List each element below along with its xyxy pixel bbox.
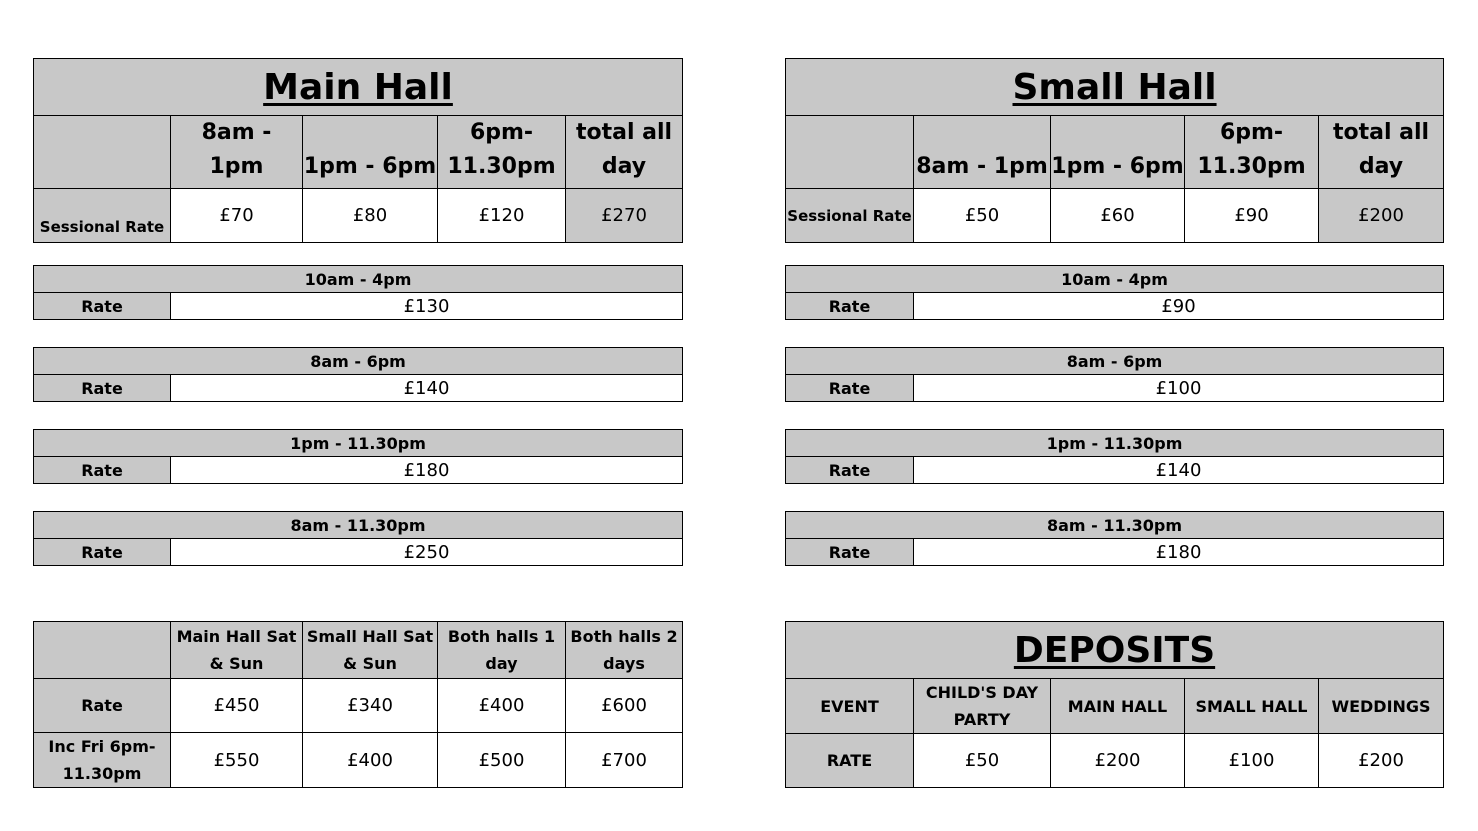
deposit-rate: £100 xyxy=(1185,734,1319,788)
main-hall-session-rate-total: £270 xyxy=(566,189,683,243)
weekend-rate: £700 xyxy=(566,733,683,788)
block-time-header: 8am - 11.30pm xyxy=(34,512,683,539)
small-hall-session-rate-total: £200 xyxy=(1319,189,1444,243)
small-hall-sessions-table xyxy=(785,58,1444,243)
block-rate-label: Rate xyxy=(786,293,914,320)
block-rate-label: Rate xyxy=(34,539,171,566)
main-hall-session-header: 8am - 1pm xyxy=(171,116,303,189)
main-hall-session-rate: £80 xyxy=(303,189,438,243)
weekend-header: Small Hall Sat & Sun xyxy=(303,622,438,679)
main-hall-sessions-table xyxy=(33,58,683,243)
block-time-header: 10am - 4pm xyxy=(786,266,1444,293)
block-rate-label: Rate xyxy=(786,375,914,402)
small-hall-session-rate: £90 xyxy=(1185,189,1319,243)
deposit-event: CHILD'S DAY PARTY xyxy=(914,679,1051,734)
block-rate-value: £180 xyxy=(171,457,683,484)
small-hall-session-header: 8am - 1pm xyxy=(914,116,1051,189)
block-time-header: 1pm - 11.30pm xyxy=(786,430,1444,457)
block-time-header: 10am - 4pm xyxy=(34,266,683,293)
main-hall-session-rate: £70 xyxy=(171,189,303,243)
block-rate-label: Rate xyxy=(34,293,171,320)
block-rate-value: £100 xyxy=(914,375,1444,402)
weekend-corner-cell xyxy=(34,622,171,679)
block-rate-label: Rate xyxy=(786,457,914,484)
block-time-header: 8am - 11.30pm xyxy=(786,512,1444,539)
deposit-rate: £50 xyxy=(914,734,1051,788)
weekend-rate: £600 xyxy=(566,679,683,733)
main-hall-session-header: total all day xyxy=(566,116,683,189)
weekend-rate: £400 xyxy=(303,733,438,788)
weekend-rate: £340 xyxy=(303,679,438,733)
weekend-row-label: Inc Fri 6pm- 11.30pm xyxy=(34,733,171,788)
weekend-rate: £450 xyxy=(171,679,303,733)
block-rate-label: Rate xyxy=(34,375,171,402)
block-rate-value: £250 xyxy=(171,539,683,566)
deposit-rate: £200 xyxy=(1051,734,1185,788)
main-hall-corner-cell xyxy=(34,116,171,189)
main-hall-block-rate-table xyxy=(33,429,683,484)
block-time-header: 1pm - 11.30pm xyxy=(34,430,683,457)
main-hall-block-rate-table xyxy=(33,347,683,402)
small-hall-block-rate-table xyxy=(785,347,1444,402)
small-hall-title: Small Hall xyxy=(1012,66,1217,108)
deposits-rate-label: RATE xyxy=(786,734,914,788)
small-hall-corner-cell xyxy=(786,116,914,189)
weekend-row-label: Rate xyxy=(34,679,171,733)
main-hall-title-cell xyxy=(34,59,683,116)
small-hall-title-cell xyxy=(786,59,1444,116)
deposit-rate: £200 xyxy=(1319,734,1444,788)
block-time-header: 8am - 6pm xyxy=(786,348,1444,375)
weekend-header: Main Hall Sat & Sun xyxy=(171,622,303,679)
weekend-rates-table xyxy=(33,621,683,788)
deposit-event: MAIN HALL xyxy=(1051,679,1185,734)
block-rate-value: £140 xyxy=(171,375,683,402)
main-hall-title: Main Hall xyxy=(263,66,453,108)
main-hall-block-rate-table xyxy=(33,265,683,320)
block-rate-value: £130 xyxy=(171,293,683,320)
deposits-table xyxy=(785,621,1444,788)
block-rate-value: £90 xyxy=(914,293,1444,320)
weekend-rate: £400 xyxy=(438,679,566,733)
small-hall-session-header: 6pm- 11.30pm xyxy=(1185,116,1319,189)
main-hall-block-rate-table xyxy=(33,511,683,566)
small-hall-block-rate-table xyxy=(785,429,1444,484)
small-hall-session-header: 1pm - 6pm xyxy=(1051,116,1185,189)
small-hall-block-rate-table xyxy=(785,265,1444,320)
main-hall-session-header: 6pm- 11.30pm xyxy=(438,116,566,189)
block-rate-value: £140 xyxy=(914,457,1444,484)
deposits-title: DEPOSITS xyxy=(1013,629,1216,671)
small-hall-block-rate-table xyxy=(785,511,1444,566)
block-time-header: 8am - 6pm xyxy=(34,348,683,375)
main-hall-session-header: 1pm - 6pm xyxy=(303,116,438,189)
weekend-header: Both halls 1 day xyxy=(438,622,566,679)
small-hall-session-rate: £60 xyxy=(1051,189,1185,243)
deposit-event: SMALL HALL xyxy=(1185,679,1319,734)
deposits-event-label: EVENT xyxy=(786,679,914,734)
deposits-title-cell xyxy=(786,622,1444,679)
main-hall-sessional-rate-label: Sessional Rate xyxy=(34,189,171,243)
block-rate-label: Rate xyxy=(34,457,171,484)
block-rate-value: £180 xyxy=(914,539,1444,566)
small-hall-sessional-rate-label: Sessional Rate xyxy=(786,189,914,243)
weekend-header: Both halls 2 days xyxy=(566,622,683,679)
small-hall-session-rate: £50 xyxy=(914,189,1051,243)
small-hall-session-header: total all day xyxy=(1319,116,1444,189)
main-hall-session-rate: £120 xyxy=(438,189,566,243)
weekend-rate: £550 xyxy=(171,733,303,788)
weekend-rate: £500 xyxy=(438,733,566,788)
deposit-event: WEDDINGS xyxy=(1319,679,1444,734)
block-rate-label: Rate xyxy=(786,539,914,566)
